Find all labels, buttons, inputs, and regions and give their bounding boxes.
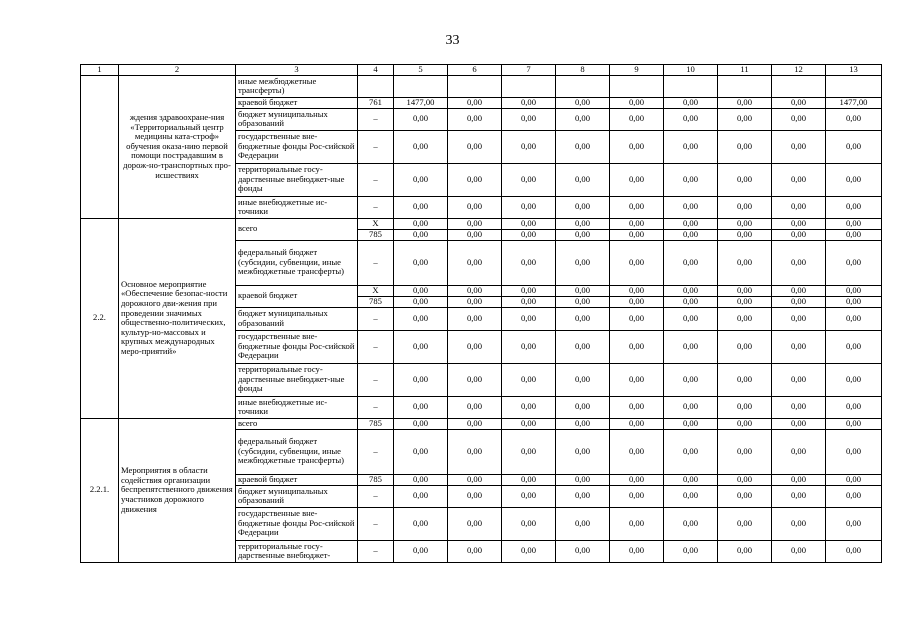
funding-source: всего	[236, 418, 358, 429]
value-cell: 0,00	[394, 130, 448, 163]
value-cell: 0,00	[664, 418, 718, 429]
value-cell: 0,00	[772, 108, 826, 130]
value-cell	[502, 75, 556, 97]
value-cell: 0,00	[718, 507, 772, 540]
value-cell: 0,00	[664, 307, 718, 330]
value-cell: 0,00	[664, 108, 718, 130]
value-cell: 0,00	[502, 163, 556, 196]
funding-source: территориальные госу-дарственные внебюджет-ные фонды	[236, 363, 358, 396]
value-cell: 0,00	[826, 296, 882, 307]
value-cell: 0,00	[718, 485, 772, 507]
value-cell: 0,00	[502, 108, 556, 130]
value-cell: 0,00	[772, 130, 826, 163]
value-cell: 0,00	[664, 163, 718, 196]
value-cell: 0,00	[772, 97, 826, 108]
funding-source: территориальные госу-дарственные внебюджет-ные фонды	[236, 163, 358, 196]
column-header: 11	[718, 65, 772, 76]
value-cell: 0,00	[772, 285, 826, 296]
funding-source: государственные вне-бюджетные фонды Рос-сийской Федерации	[236, 507, 358, 540]
value-cell: 0,00	[664, 218, 718, 229]
value-cell: 0,00	[502, 429, 556, 474]
value-cell: 0,00	[610, 485, 664, 507]
value-cell: 0,00	[556, 485, 610, 507]
value-cell: 0,00	[394, 396, 448, 418]
value-cell: 0,00	[826, 130, 882, 163]
value-cell: 0,00	[394, 418, 448, 429]
value-cell: 0,00	[772, 163, 826, 196]
budget-code: –	[358, 163, 394, 196]
column-header: 4	[358, 65, 394, 76]
budget-code	[358, 75, 394, 97]
value-cell: 0,00	[718, 363, 772, 396]
funding-source: федеральный бюджет (субсидии, субвенции, иные межбюджетные трансферты)	[236, 240, 358, 285]
value-cell: 0,00	[448, 229, 502, 240]
value-cell: 0,00	[610, 507, 664, 540]
value-cell: 0,00	[772, 474, 826, 485]
value-cell: 0,00	[502, 474, 556, 485]
value-cell: 0,00	[610, 285, 664, 296]
column-header: 9	[610, 65, 664, 76]
value-cell: 0,00	[772, 429, 826, 474]
value-cell: 0,00	[664, 296, 718, 307]
value-cell: 0,00	[394, 507, 448, 540]
funding-source: бюджет муниципальных образований	[236, 108, 358, 130]
value-cell: 0,00	[394, 285, 448, 296]
value-cell: 0,00	[826, 540, 882, 562]
budget-code: –	[358, 330, 394, 363]
value-cell: 0,00	[394, 540, 448, 562]
value-cell: 0,00	[556, 196, 610, 218]
value-cell: 0,00	[664, 240, 718, 285]
budget-code: –	[358, 396, 394, 418]
value-cell: 0,00	[664, 485, 718, 507]
value-cell: 0,00	[556, 218, 610, 229]
value-cell: 0,00	[772, 507, 826, 540]
value-cell: 0,00	[718, 240, 772, 285]
funding-source: федеральный бюджет (субсидии, субвенции, иные межбюджетные трансферты)	[236, 429, 358, 474]
budget-code: Х	[358, 218, 394, 229]
value-cell: 0,00	[448, 296, 502, 307]
value-cell: 0,00	[448, 108, 502, 130]
value-cell: 0,00	[826, 396, 882, 418]
value-cell: 0,00	[718, 196, 772, 218]
column-header: 7	[502, 65, 556, 76]
item-number: 2.2.1.	[81, 418, 119, 562]
value-cell: 0,00	[718, 130, 772, 163]
value-cell: 0,00	[718, 540, 772, 562]
item-title: Мероприятия в области содействия организации беспрепятственного движения участников дорожного движения	[119, 418, 236, 562]
value-cell: 0,00	[610, 429, 664, 474]
value-cell: 0,00	[826, 218, 882, 229]
value-cell: 0,00	[502, 285, 556, 296]
value-cell: 0,00	[448, 285, 502, 296]
funding-source: краевой бюджет	[236, 474, 358, 485]
budget-code: –	[358, 429, 394, 474]
value-cell: 0,00	[394, 330, 448, 363]
value-cell: 0,00	[448, 540, 502, 562]
value-cell: 0,00	[394, 240, 448, 285]
value-cell: 0,00	[826, 363, 882, 396]
budget-code: –	[358, 540, 394, 562]
funding-source: иные межбюджетные трансферты)	[236, 75, 358, 97]
value-cell: 0,00	[772, 240, 826, 285]
value-cell: 0,00	[394, 363, 448, 396]
column-header: 13	[826, 65, 882, 76]
value-cell: 0,00	[610, 196, 664, 218]
value-cell: 0,00	[394, 229, 448, 240]
value-cell: 0,00	[664, 429, 718, 474]
value-cell: 0,00	[610, 540, 664, 562]
table-row	[81, 218, 882, 229]
value-cell	[448, 75, 502, 97]
funding-source: государственные вне-бюджетные фонды Рос-сийской Федерации	[236, 130, 358, 163]
value-cell: 0,00	[664, 540, 718, 562]
value-cell: 0,00	[610, 418, 664, 429]
column-header: 10	[664, 65, 718, 76]
value-cell: 0,00	[718, 218, 772, 229]
value-cell: 0,00	[394, 474, 448, 485]
value-cell: 0,00	[502, 307, 556, 330]
funding-source: бюджет муниципальных образований	[236, 485, 358, 507]
value-cell: 0,00	[556, 97, 610, 108]
value-cell: 0,00	[556, 130, 610, 163]
value-cell: 0,00	[610, 330, 664, 363]
value-cell: 0,00	[826, 330, 882, 363]
value-cell: 0,00	[826, 285, 882, 296]
value-cell: 0,00	[826, 240, 882, 285]
funding-source: территориальные госу-дарственные внебюджет-	[236, 540, 358, 562]
value-cell: 1477,00	[394, 97, 448, 108]
table-row	[81, 75, 882, 97]
value-cell: 0,00	[556, 507, 610, 540]
value-cell: 0,00	[718, 429, 772, 474]
value-cell: 0,00	[772, 229, 826, 240]
value-cell: 0,00	[664, 330, 718, 363]
funding-source: краевой бюджет	[236, 97, 358, 108]
value-cell: 0,00	[556, 285, 610, 296]
value-cell: 0,00	[826, 418, 882, 429]
value-cell: 0,00	[718, 229, 772, 240]
value-cell: 0,00	[556, 229, 610, 240]
value-cell: 0,00	[610, 296, 664, 307]
value-cell: 0,00	[718, 307, 772, 330]
value-cell: 0,00	[448, 218, 502, 229]
value-cell: 0,00	[502, 240, 556, 285]
value-cell	[556, 75, 610, 97]
value-cell: 0,00	[826, 485, 882, 507]
value-cell	[610, 75, 664, 97]
value-cell: 0,00	[826, 429, 882, 474]
value-cell: 0,00	[556, 240, 610, 285]
value-cell: 0,00	[502, 196, 556, 218]
item-title: ждения здравоохране-ния «Территориальный центр медицины ката-строф» обучения оказа-нию первой помощи пострадавшим в дорож-но-транспортных про-исшествиях	[119, 75, 236, 218]
value-cell: 0,00	[556, 108, 610, 130]
value-cell: 0,00	[826, 108, 882, 130]
value-cell: 0,00	[610, 396, 664, 418]
value-cell: 0,00	[718, 330, 772, 363]
value-cell: 0,00	[664, 285, 718, 296]
value-cell	[772, 75, 826, 97]
value-cell: 0,00	[448, 485, 502, 507]
value-cell: 0,00	[394, 485, 448, 507]
value-cell: 0,00	[664, 474, 718, 485]
value-cell: 0,00	[772, 307, 826, 330]
value-cell: 0,00	[556, 296, 610, 307]
value-cell: 0,00	[718, 163, 772, 196]
value-cell: 0,00	[664, 130, 718, 163]
value-cell: 0,00	[448, 130, 502, 163]
value-cell: 0,00	[394, 296, 448, 307]
value-cell: 0,00	[448, 97, 502, 108]
column-number-row	[81, 65, 882, 76]
value-cell: 0,00	[826, 163, 882, 196]
value-cell: 0,00	[664, 229, 718, 240]
budget-code: Х	[358, 285, 394, 296]
funding-source: иные внебюджетные ис-точники	[236, 396, 358, 418]
value-cell: 0,00	[718, 474, 772, 485]
value-cell: 0,00	[394, 429, 448, 474]
value-cell: 0,00	[448, 429, 502, 474]
value-cell: 0,00	[718, 418, 772, 429]
value-cell: 0,00	[448, 240, 502, 285]
value-cell: 0,00	[394, 196, 448, 218]
value-cell: 0,00	[826, 307, 882, 330]
value-cell: 0,00	[772, 330, 826, 363]
value-cell: 0,00	[826, 196, 882, 218]
value-cell: 0,00	[718, 97, 772, 108]
value-cell	[394, 75, 448, 97]
value-cell: 0,00	[556, 418, 610, 429]
value-cell: 0,00	[664, 507, 718, 540]
budget-table	[80, 64, 882, 563]
column-header: 1	[81, 65, 119, 76]
value-cell: 0,00	[718, 285, 772, 296]
budget-code: –	[358, 240, 394, 285]
value-cell: 0,00	[664, 363, 718, 396]
value-cell: 0,00	[610, 307, 664, 330]
budget-code: 785	[358, 418, 394, 429]
value-cell: 0,00	[448, 474, 502, 485]
value-cell: 0,00	[772, 485, 826, 507]
value-cell	[718, 75, 772, 97]
value-cell: 0,00	[448, 307, 502, 330]
value-cell: 0,00	[610, 108, 664, 130]
value-cell: 0,00	[448, 363, 502, 396]
budget-code: –	[358, 130, 394, 163]
funding-source: бюджет муниципальных образований	[236, 307, 358, 330]
funding-source: всего	[236, 218, 358, 240]
column-header: 8	[556, 65, 610, 76]
value-cell: 0,00	[502, 130, 556, 163]
column-header: 6	[448, 65, 502, 76]
value-cell: 0,00	[556, 474, 610, 485]
item-number	[81, 75, 119, 218]
value-cell: 0,00	[394, 307, 448, 330]
value-cell	[664, 75, 718, 97]
value-cell: 0,00	[610, 363, 664, 396]
value-cell: 0,00	[718, 296, 772, 307]
funding-source: краевой бюджет	[236, 285, 358, 307]
value-cell: 0,00	[394, 163, 448, 196]
value-cell: 0,00	[502, 363, 556, 396]
value-cell: 0,00	[448, 396, 502, 418]
value-cell: 0,00	[556, 307, 610, 330]
budget-code: –	[358, 507, 394, 540]
value-cell: 0,00	[610, 163, 664, 196]
value-cell: 0,00	[826, 229, 882, 240]
value-cell: 0,00	[448, 163, 502, 196]
value-cell: 0,00	[556, 540, 610, 562]
value-cell: 0,00	[772, 418, 826, 429]
value-cell: 0,00	[448, 196, 502, 218]
budget-code: –	[358, 307, 394, 330]
value-cell: 0,00	[610, 130, 664, 163]
value-cell: 0,00	[610, 240, 664, 285]
value-cell: 0,00	[664, 396, 718, 418]
value-cell: 0,00	[556, 163, 610, 196]
value-cell: 0,00	[502, 396, 556, 418]
budget-code: 785	[358, 474, 394, 485]
value-cell: 0,00	[772, 540, 826, 562]
value-cell: 0,00	[556, 429, 610, 474]
budget-code: –	[358, 485, 394, 507]
value-cell: 0,00	[556, 396, 610, 418]
value-cell: 0,00	[610, 218, 664, 229]
item-number: 2.2.	[81, 218, 119, 418]
value-cell: 0,00	[610, 474, 664, 485]
value-cell: 0,00	[502, 229, 556, 240]
value-cell: 0,00	[772, 218, 826, 229]
value-cell	[826, 75, 882, 97]
budget-code: –	[358, 108, 394, 130]
value-cell: 0,00	[502, 507, 556, 540]
budget-code: –	[358, 196, 394, 218]
value-cell: 0,00	[502, 296, 556, 307]
budget-code: 761	[358, 97, 394, 108]
value-cell: 0,00	[610, 97, 664, 108]
value-cell: 0,00	[718, 396, 772, 418]
value-cell: 0,00	[502, 485, 556, 507]
value-cell: 0,00	[502, 418, 556, 429]
page-number: 33	[445, 33, 460, 48]
value-cell: 0,00	[772, 363, 826, 396]
value-cell: 0,00	[664, 196, 718, 218]
value-cell: 0,00	[502, 218, 556, 229]
value-cell: 0,00	[448, 507, 502, 540]
value-cell: 0,00	[718, 108, 772, 130]
column-header: 5	[394, 65, 448, 76]
budget-code: –	[358, 363, 394, 396]
value-cell: 0,00	[394, 108, 448, 130]
value-cell: 0,00	[772, 296, 826, 307]
value-cell: 0,00	[772, 396, 826, 418]
value-cell: 0,00	[448, 418, 502, 429]
funding-source: государственные вне-бюджетные фонды Рос-сийской Федерации	[236, 330, 358, 363]
funding-source: иные внебюджетные ис-точники	[236, 196, 358, 218]
value-cell: 0,00	[772, 196, 826, 218]
budget-code: 785	[358, 229, 394, 240]
value-cell: 1477,00	[826, 97, 882, 108]
value-cell: 0,00	[448, 330, 502, 363]
budget-code: 785	[358, 296, 394, 307]
value-cell: 0,00	[556, 330, 610, 363]
column-header: 2	[119, 65, 236, 76]
value-cell: 0,00	[826, 474, 882, 485]
column-header: 12	[772, 65, 826, 76]
item-title: Основное мероприятие «Обеспечение безопас-ности дорожного дви-жения при проведении значимых общественно-политических, культур-но-массовых и крупных международных меро-приятий»	[119, 218, 236, 418]
value-cell: 0,00	[502, 330, 556, 363]
column-header: 3	[236, 65, 358, 76]
value-cell: 0,00	[394, 218, 448, 229]
value-cell: 0,00	[556, 363, 610, 396]
value-cell: 0,00	[502, 540, 556, 562]
table-row	[81, 418, 882, 429]
value-cell: 0,00	[502, 97, 556, 108]
value-cell: 0,00	[664, 97, 718, 108]
value-cell: 0,00	[826, 507, 882, 540]
value-cell: 0,00	[610, 229, 664, 240]
